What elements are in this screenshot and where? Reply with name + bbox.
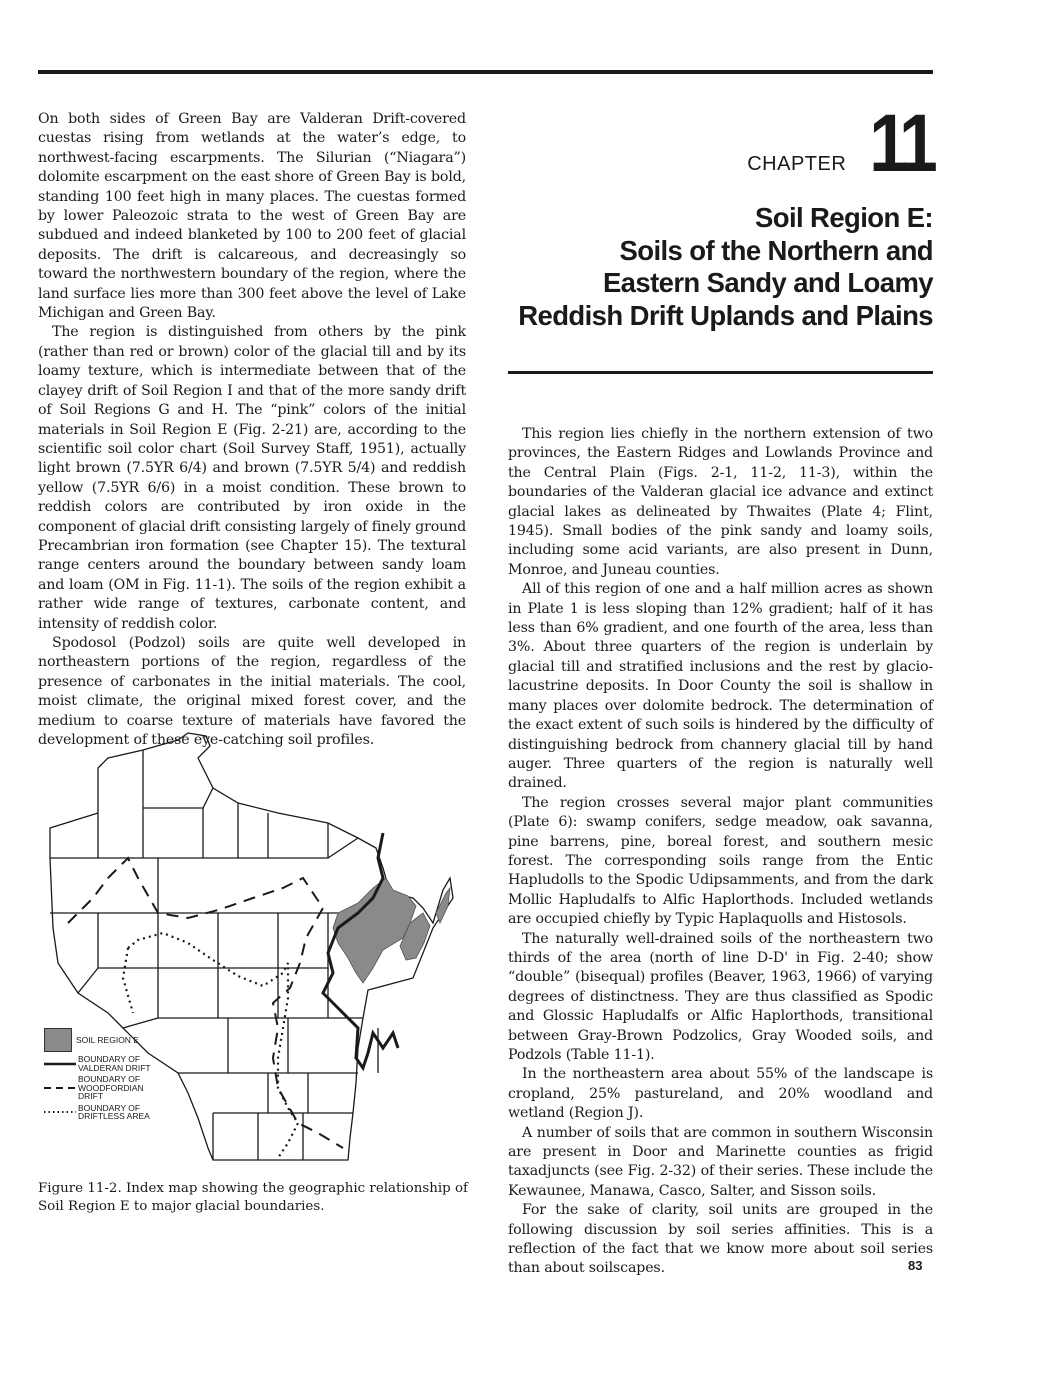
paragraph: The region crosses several major plant communities (Plate 6): swamp conifers, sedge meadow, oak savanna, pine barrens, pine, boreal forest, and southern mesic forest. The corresponding soils range from the Entic Hapludolls to the Spodic Udipsamments, and from the dark Mollic Hapludalfs to Alfic Haplorthods. Included wetlands are occupied chiefly by Typic Haplaquolls and Histosols.	[508, 794, 933, 928]
paragraph: The naturally well-drained soils of the northeastern two thirds of the area (north of line D-D' in Fig. 2-40; show “double” (bisequal) profiles (Beaver, 1963, 1966) of varying degrees of distinctness. They are thus classified as Spodic and Glossic Hapludalfs or Alfic Haplorthods, transitional between Gray-Brown Podzolics, Gray Wooded soils, and Podzols (Table 11-1).	[508, 930, 933, 1063]
paragraph: This region lies chiefly in the northern extension of two provinces, the Eastern Ridges and Lowlands Province and the Central Plain (Figs. 2-1, 11-2, 11-3), within the boundaries of the Valderan glacial ice advance and extinct glacial lakes as delineated by Thwaites (Plate 4; Flint, 1945). Small bodies of the pink sandy and loamy soils, including some acid variants, are also present in Dunn, Monroe, and Juneau counties.	[508, 426, 933, 578]
right-column	[508, 425, 933, 1279]
chapter-title-line: Eastern Sandy and Loamy	[602, 267, 933, 298]
title-rule	[508, 371, 933, 374]
chapter-heading	[508, 98, 933, 332]
chapter-label: CHAPTER	[747, 153, 847, 175]
dotted-line-swatch	[44, 1109, 76, 1115]
chapter-title-line: Soils of the Northern and	[619, 234, 933, 266]
paragraph: On both sides of Green Bay are Valderan Drift-covered cuestas rising from wetlands at the water’s edge, to northwest-facing escarpments. The Silurian (“Niagara”) dolomite escarpment on the east shore of Green Bay is bold, standing 100 feet high in many places. The cuestas formed by lower Paleozoic strata to the west of Green Bay are subdued and indeed blanketed by 100 to 200 feet of glacial deposits. The drift is calcareous, and decreasingly so toward the northwestern boundary of the region, where the land surface lies more than 300 feet above the level of Lake Michigan and Green Bay.	[38, 111, 466, 322]
chapter-title	[508, 202, 933, 332]
figure-caption: Figure 11-2. Index map showing the geographic relationship of Soil Region E to major glacial boundaries.	[38, 1181, 468, 1214]
paragraph: The region is distinguished from others by the pink (rather than red or brown) color of the glacial till and by its loamy texture, which is intermediate between that of the clayey drift of Soil Region I and that of the more sandy drift of Soil Regions G and H. The “pink” colors of the initial materials in Soil Region E (Fig. 2-21) are, according to the scientific soil color chart (Soil Survey Staff, 1951), actually light brown (7.5YR 6/4) and brown (7.5YR 5/4) and reddish yellow (7.5YR 6/6) in a moist condition. These brown to reddish colors are contributed by iron oxide in the component of glacial drift consisting largely of finely ground Precambrian iron formation (see Chapter 15). The textural range centers around the boundary between sandy loam and loam (OM in Fig. 11-1). The soils of the region exhibit a rather wide range of textures, carbonate content, and intensity of reddish color.	[38, 324, 466, 632]
left-column	[38, 110, 466, 750]
legend-driftless: BOUNDARY OF DRIFTLESS AREA	[44, 1104, 174, 1121]
paragraph: A number of soils that are common in southern Wisconsin are present in Door and Marinette counties as frigid taxadjuncts (see Fig. 2-32) of their series. These include the Kewaunee, Manawa, Casco, Salter, and Sisson soils.	[508, 1124, 933, 1199]
paragraph: In the northeastern area about 55% of the landscape is cropland, 25% pastureland, and 20% woodland and wetland (Region J).	[508, 1066, 933, 1122]
paragraph: For the sake of clarity, soil units are grouped in the following discussion by soil series affinities. This is a reflection of the fact that we know more about soil series than about soilscapes.	[508, 1202, 933, 1277]
paragraph: Spodosol (Podzol) soils are quite well developed in northeastern portions of the region, regardless of the presence of carbonates in the initial materials. The cool, moist climate, the original mixed forest cover, and the medium to coarse texture of materials have favored the development of these eye-catching soil profiles.	[38, 634, 466, 748]
legend-woodfordian: BOUNDARY OF WOODFORDIAN DRIFT	[44, 1075, 174, 1101]
top-rule	[38, 70, 933, 74]
chapter-number: 11	[869, 98, 933, 189]
solid-line-swatch	[44, 1061, 76, 1067]
dashed-line-swatch	[44, 1085, 76, 1091]
chapter-title-line: Soil Region E:	[755, 202, 933, 233]
map-legend	[44, 1028, 174, 1124]
soil-region-swatch	[44, 1028, 72, 1052]
paragraph: All of this region of one and a half million acres as shown in Plate 1 is less sloping than 12% gradient; half of it has less than 6% gradient, and one fourth of the area, less than 3%. About three quarters of the region is underlain by glacial till and stratified inclusions and the rest by glacio-lacustrine deposits. In Door County the soil is shallow in many places over dolomite bedrock. The determination of the exact extent of such soils is hindered by the difficulty of distinguishing bedrock from channery glacial till by hand auger. Three quarters of the region is naturally well drained.	[508, 581, 933, 792]
chapter-title-line: Reddish Drift Uplands and Plains	[518, 299, 933, 331]
legend-valderan: BOUNDARY OF VALDERAN DRIFT	[44, 1055, 174, 1072]
page-number: 83	[908, 1258, 923, 1273]
legend-soil-region: SOIL REGION E	[44, 1028, 174, 1052]
